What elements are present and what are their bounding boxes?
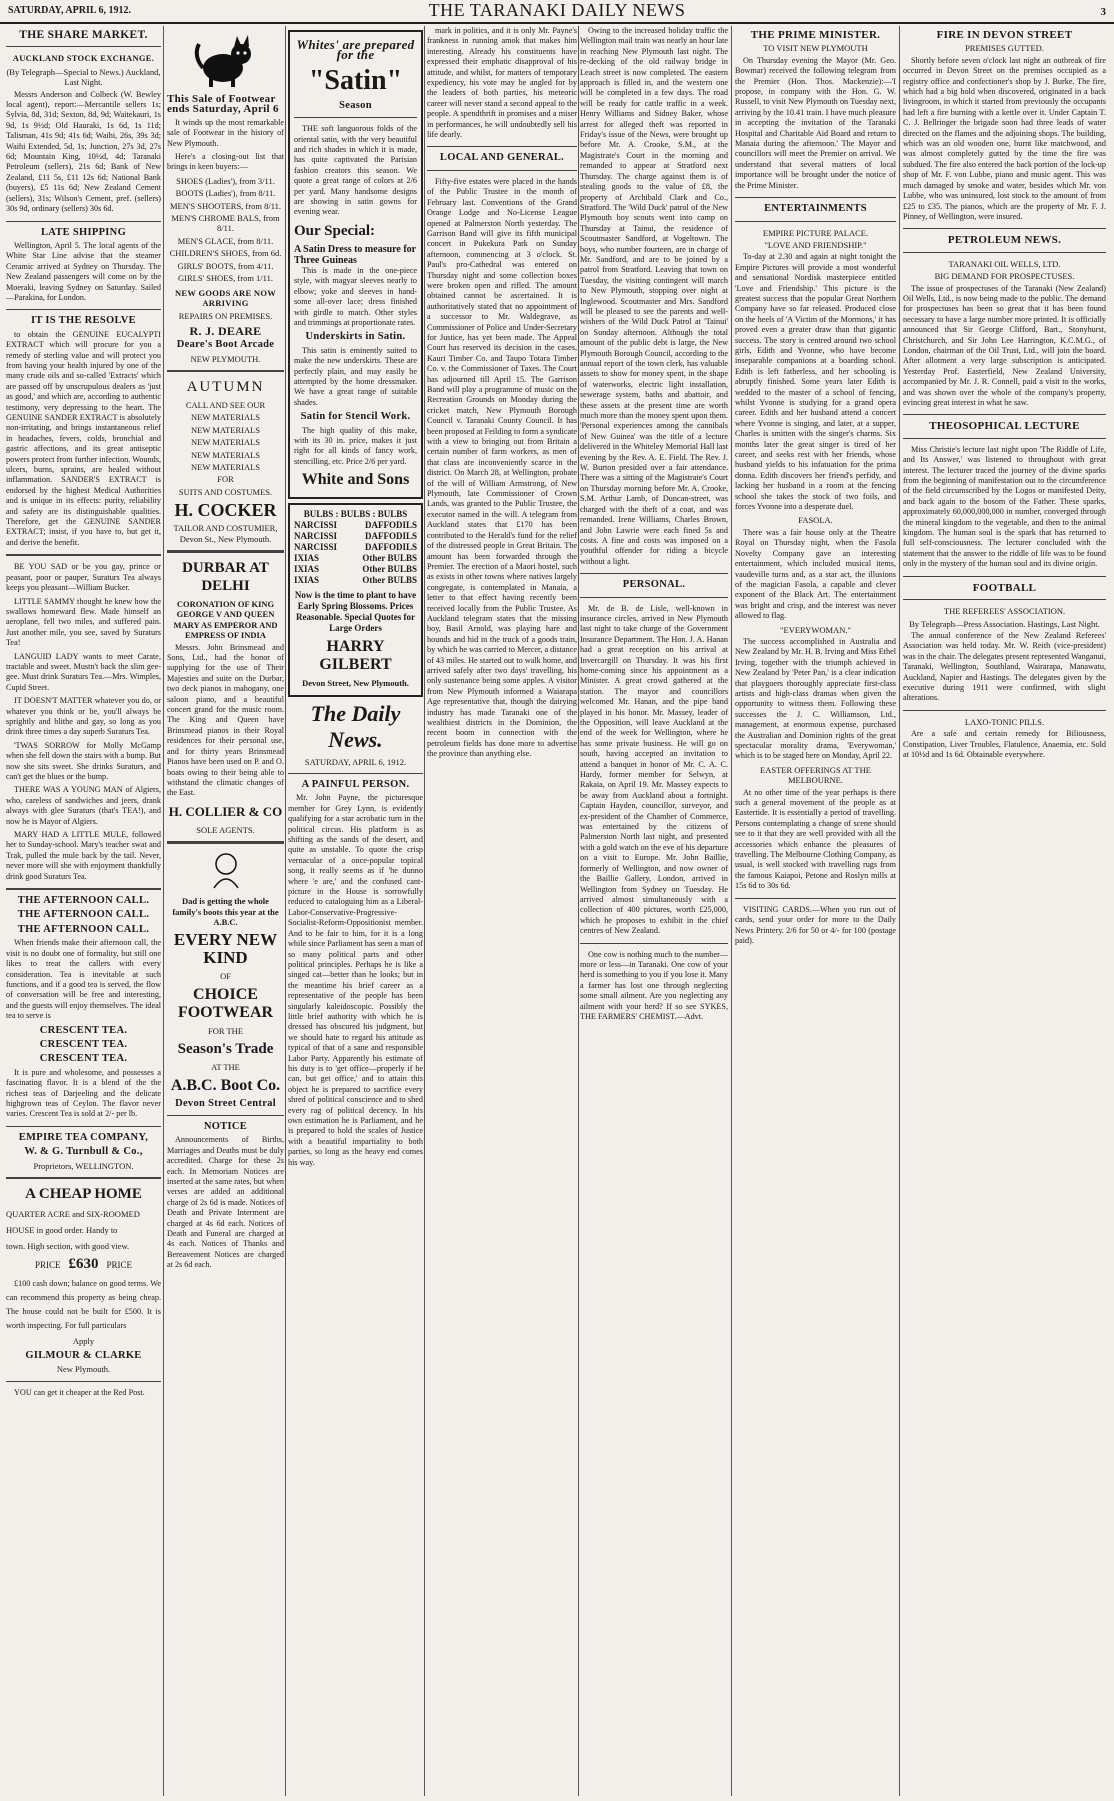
white-and-sons: White and Sons — [301, 471, 410, 489]
prime-minister-sub: TO VISIT NEW PLYMOUTH — [763, 43, 868, 54]
bulbs-row — [294, 542, 417, 553]
personal-text: Mr. de B. de Lisle, well-known in insurance circles, arrived in New Plymouth last night to take charge of the Government Insurance Department. The Hon. J. A. Hanan had a great reception on his arrival at Invercargill on Thursday. It was his first home-coming since his appointment as a Minister. A great crowd gathered at the station. The mayor and councillors welcomed Mr. Hanan, and the pipe band played in his honor. Mr. Massey, leader of the Opposition, will leave Auckland at the end of the week for Wellington, where he has some private business. He will go on south, having accepted an invitation to attend a banquet in honor of Mr. C. A. C. Hardy, former member for Selwyn, at Rakaia, on April 19. Mr. Massey expects to be away from Auckland about a fortnight. Captain Hayden, councillor, surveyor, and ex-president of the Chamber of Commerce, was entertained by the citizens of Palmerston North last night, and presented with a gold watch on the eve of his departure on a visit to Europe. Mr. John Baillie, formerly of Wellington, and now owner of the Baillie Gallery, London, arrived in Wellington from Sydney on Tuesday. He arrived almost simultaneously with a collection of 400 pictures, worth £25,000, which he proposes to exhibit in the chief centres of New Zealand. — [580, 603, 728, 936]
underskirts-title: Underskirts in Satin. — [305, 331, 406, 343]
narcissi-label: NARCISSI — [294, 542, 338, 553]
fasola-title: FASOLA. — [798, 515, 833, 526]
masthead — [0, 0, 1114, 24]
column-4 — [427, 26, 577, 1796]
apply-label: Apply — [72, 1336, 95, 1347]
price-value: £630 — [68, 1256, 99, 1272]
home-line: QUARTER ACRE and SIX-ROOMED — [6, 1209, 140, 1219]
material-item: NEW MATERIALS — [190, 449, 261, 460]
editorial-continued: mark in politics, and it is only Mr. Payne's frankness in running amok that makes him interesting. Already his constituents have expressed their emphatic disapproval of his attitude, and whilst, for matters of temporary expediency, his vote may be angled for by the leaders of both parties, his meteoric career will never stand a second appeal to the people. A spendthrift in promises and a miser in performances, he will undoubtedly sell his life dearly. — [427, 26, 577, 140]
other-bulbs-label: Other BULBS — [362, 575, 417, 586]
sander-text: to obtain the GENUINE EUCALYPTI EXTRACT which will procure for you a remedy of sterling value and will protect you from having your health injured by one of the many crude oils and so-called 'Extracts' which are passed off by unscrupulous dealers as 'just as good,' and which are, according to authentic testimony, very depressing to the heart. The GENUINE SANDER EXTRACT is absolutely non-irritating, and brings instantaneous relief in headaches, fevers, colds, bronchial and gastric affections, and its great antiseptic powers protect from further infection. Wounds, ulcers, burns, sprains, are healed without inflammation. SANDER'S EXTRACT is endorsed by the highest Medical Authorities and is unique in its effects: purity, reliability and safety are its distinguishable qualities. Therefore, get the GENUINE SANDER EXTRACT; insist, if you have to, but get it, and derive the benefit. — [6, 329, 161, 547]
bulbs-row — [294, 575, 417, 586]
every-new-kind: EVERY NEW KIND — [173, 930, 278, 968]
masthead-date: SATURDAY, APRIL 6, 1912. — [8, 5, 131, 16]
bargains-intro: Here's a closing-out list that brings in keen buyers:— — [167, 152, 284, 172]
red-post-footer: YOU can get it cheaper at the Red Post. — [14, 1387, 145, 1397]
for-the: FOR THE — [207, 1025, 244, 1036]
crescent-text: It is pure and wholesome, and possesses a fascinating flavor. It is a blend of the the richest teas of Darjeeling and the delicate highgrown teas of Ceylon. The flavor never varies. Crescent Tea is sold at 2/- per lb. — [6, 1067, 161, 1119]
other-bulbs-label: Other BULBS — [362, 564, 417, 575]
empire-palace: EMPIRE PICTURE PALACE. — [762, 227, 869, 238]
afternoon-call-text: When friends make their afternoon call, the visit is no doubt one of formality, but still one likes to treat the callers with every consideration. Tea is inevitable at such functions, and if a good tea is served, the flow of conversation will be free and interesting, and the guests will enjoy themselves. The ideal tea to serve is — [6, 938, 161, 1021]
everywoman-text: The success accomplished in Australia and New Zealand by Mr. H. B. Irving and Miss Ethel Irving, together with the triumph achieved in New Zealand by 'Peter Pan,' is a clear indication that playgoers thoroughly appreciate first-class artists and high-class dramas when given the opportunity to witness them. Following these successes the J. C. Williamson, Ltd., management, at enormous expense, purchased the Australian and Dominion rights of the great spectacular morality drama, 'Everywoman,' which is to be staged here on Monday, April 22. — [735, 636, 896, 761]
petroleum-sub: TARANAKI OIL WELLS, LTD. — [948, 258, 1061, 269]
narcissi-label: NARCISSI — [294, 520, 338, 531]
deare-location: NEW PLYMOUTH. — [190, 353, 261, 364]
stencil-text: The high quality of this make, with its 30 in. price, makes it just right for all kinds of fancy work, stencilling, etc. Price 2/6 per yard. — [294, 425, 417, 466]
auckland-sub: (By Telegraph—Special to News.) Auckland, Last Night. — [6, 66, 161, 88]
crescent-tea: CRESCENT TEA. — [39, 1024, 128, 1036]
bargain-item: GIRLS' SHOES, from 1/11. — [178, 273, 273, 284]
petroleum-title: PETROLEUM NEWS. — [947, 234, 1062, 247]
column-divider — [163, 26, 164, 1796]
share-market-title: THE SHARE MARKET. — [19, 29, 148, 41]
column-5 — [580, 26, 728, 1796]
devon-central: Devon Street Central — [175, 1097, 276, 1109]
crescent-tea: CRESCENT TEA. — [39, 1038, 128, 1050]
shipping-title: LATE SHIPPING — [40, 226, 127, 238]
column-6 — [735, 26, 896, 1796]
for-label: FOR — [217, 474, 234, 485]
easter-text: At no other time of the year perhaps is there such a general movement of the people as at Eastertide. It is essentially a period of travelling. Persons contemplating a change of scene should see to it that they are well provided with all the accessories which enhance the pleasures of travelling. The Melbourne Clothing Company, as usual, is well stocked with travelling rugs from the famous Kaiapoi, Petone and Roslyn mills at 15s 6d to 30s 6d. — [735, 787, 896, 891]
satin-dress: A Satin Dress to measure for Three Guineas — [294, 243, 416, 266]
season-trade: Season's Trade — [177, 1041, 274, 1058]
price-label: PRICE — [34, 1260, 61, 1270]
masthead-title: THE TARANAKI DAILY NEWS — [428, 0, 686, 20]
prime-minister-text: On Thursday evening the Mayor (Mr. Geo. Bowmar) received the following telegram from the Premier (Hon. Thos. Mackenzie):—'I propose, in company with the Hon. G. W. Russell, to visit New Plymouth on Tuesday next, arriving by the 10.41 train. I have much pleasure in accepting the invitation of the Taranaki Hospital and Charitable Aid Board and return to Manaia during the afternoon.' The Mayor and councillors will meet the Premier on arrival. We understand that several matters of local importance will be brought under the notice of the Prime Minister. — [735, 55, 896, 190]
bulbs-row — [294, 531, 417, 542]
bulbs-ad — [288, 503, 423, 696]
call-and-see: CALL AND SEE OUR — [185, 399, 266, 410]
referees-sub: By Telegraph—Press Association. Hastings, Last Night. — [909, 618, 1100, 629]
theosophical-text: Miss Christie's lecture last night upon 'The Riddle of Life, and Its Answer,' was listened to throughout with great interest. The lecturer traced the journey of the divine sparks from the beginning of manifestation out to the circumference of the field circumscribed by the Logos or manifested Deity, and back again to the bosom of the Father. These sparks, approximately 60,000,000,000 in number, converged through the mineral kingdom to the vegetable, and then to the animal kingdom. The human soul is the spark that has returned to full self-consciousness. The lecturer concluded with the statement that the answer to the riddle of life was to be found only in the mystery of the human soul and its divine origin. — [903, 444, 1106, 569]
price-label: PRICE — [106, 1260, 133, 1270]
daily-news-title: The Daily News. — [310, 700, 401, 752]
fasola-text: There was a fair house only at the Theatre Royal on Thursday night, when the Fasola Novelty Company gave an interesting entertainment, which included musical items, vaudeville turns and, as a star act, the illusions of the magician Fasola, a capable and clever exponent of the Black Art. The entertainment was bright and crisp, and the interest was never allowed to flag. — [735, 527, 896, 621]
repairs: REPAIRS ON PREMISES. — [178, 311, 273, 322]
football-title: FOOTBALL — [972, 581, 1037, 594]
bulbs-header: BULBS : BULBS : BULBS — [303, 509, 408, 520]
baby-figure-icon — [206, 850, 246, 890]
bulbs-row — [294, 520, 417, 531]
sander-title: IT IS THE RESOLVE — [30, 315, 136, 327]
material-item: NEW MATERIALS — [190, 437, 261, 448]
ixias-label: IXIAS — [294, 553, 320, 564]
column-divider — [285, 26, 286, 1796]
bargain-item: SHOES (Ladies'), from 3/11. — [176, 175, 275, 186]
home-more: £100 cash down; balance on good terms. We can recommend this property as being cheap. The house could not be built for £500. It is worth inspecting. For full particulars — [6, 1279, 161, 1331]
cheap-home-title: A CHEAP HOME — [25, 1186, 142, 1202]
harry-gilbert: HARRY GILBERT — [319, 638, 392, 674]
sale-text: It winds up the most remarkable sale of Footwear in the history of New Plymouth. — [167, 117, 284, 148]
column-7 — [903, 26, 1106, 1796]
season-label: Season — [339, 99, 372, 111]
sale-title: This Sale of Footwear ends Saturday, April 6 — [167, 93, 279, 116]
column-divider — [578, 26, 579, 1796]
gilmour-clarke: GILMOUR & CLARKE — [25, 1349, 142, 1361]
local-general-title: LOCAL AND GENERAL. — [439, 152, 565, 164]
daffodils-label: DAFFODILS — [364, 531, 417, 542]
material-item: NEW MATERIALS — [190, 412, 261, 423]
bargain-item: MEN'S SHOOTERS, from 8/11. — [169, 200, 281, 211]
daffodils-label: DAFFODILS — [364, 520, 417, 531]
entertainments-title: ENTERTAINMENTS — [764, 203, 867, 215]
sole-agents: SOLE AGENTS. — [196, 824, 255, 835]
deare-arcade: Deare's Boot Arcade — [176, 339, 275, 351]
autumn-title: AUTUMN — [186, 378, 265, 395]
column-1 — [6, 26, 161, 1796]
stencil-title: Satin for Stencil Work. — [300, 411, 411, 423]
laxo-text: Are a safe and certain remedy for Biliousness, Constipation, Liver Troubles, Flatulence, Anaemia, etc. Sold at 10½d and 1s 6d. Obtainable everywhere. — [903, 729, 1106, 759]
home-line: HOUSE in good order. Handy to — [6, 1225, 118, 1235]
column-divider — [731, 26, 732, 1796]
satin-text: THE soft languorous folds of the oriental satin, with the very beautiful and rich shades in which it is made, has quite captivated the Parisian fashion creators this season. We quote a great range of colors at 2/6 per yard. Many handsome designs are showing in satin gowns for evening wear. — [294, 124, 417, 217]
bulbs-note: Now is the time to plant to have Early Spring Blossoms. Prices Reasonable. Special Quotes for Large Orders — [294, 590, 417, 634]
empire-text: To-day at 2.30 and again at night tonight the Empire Pictures will provide a most wonderful and sensational Nordisk masterpiece entitled 'Love and Friendship.' This picture is the greatest success that the popular Great Northern Company have so far released. Produced close on the heels of 'A Victim of the Mormons,' it has proved even a greater draw than that gigantic success. The story is centred around two school girls, Edith and Yvonne, who have become inseparable companions at a boarding school. Edith is left fatherless, and her schooling is abruptly finished. Some years later Edith is wedded to the master of a school of fencing, whilst Yvonne is studying for a grand opera career. Edith and her husband attend a concert where Yvonne is singing, and later, at a supper, Charles is smitten with the singer's charms. Six months later the great singer is tired of her career, and seeks rest with her friends, whose husband yields to his infatuation for the prima donna. Edith discovers her friend's perfidy, and lacking her husband in a room at the fencing school she takes the stock of two foils, and forces Yvonne into a desperate duel. — [735, 252, 896, 512]
daily-news-date: SATURDAY, APRIL 6, 1912. — [304, 756, 407, 767]
masthead-page: 3 — [1100, 6, 1106, 18]
of-label: OF — [220, 971, 231, 982]
empire-tea-title: EMPIRE TEA COMPANY, — [18, 1131, 149, 1143]
painful-person-title: A PAINFUL PERSON. — [301, 779, 410, 790]
auckland-title: AUCKLAND STOCK EXCHANGE. — [12, 53, 155, 64]
satin-title: "Satin" — [308, 64, 403, 96]
home-line: town. High section, with good view. — [6, 1241, 130, 1251]
other-bulbs-label: Other BULBS — [362, 553, 417, 564]
underskirts-text: This satin is eminently suited to make the new underskirts. These are perfectly plain, and may easily be attempted by the home dressmaker. We have a great range of suitable shades. — [294, 345, 417, 407]
bargain-item: MEN'S GLACE, from 8/11. — [177, 235, 274, 246]
rhyme-item: IT DOESN'T MATTER whatever you do, or whatever you think or be, you'll always be sprightly and blithe and gay, so long as you drink three times a day superb Suraturs Tea. — [6, 696, 161, 737]
durbar-title: DURBAR AT DELHI — [182, 560, 269, 594]
visiting-cards: VISITING CARDS.—When you run out of cards, send your order for more to the Daily News Printery. 2/6 for 50 or 4/- for 100 (postage paid). — [735, 904, 896, 945]
referees-text: The annual conference of the New Zealand Referees' Association was held today. Mr. W. Reith (vice-president) was in the chair. The delegates present represented Wanganui, Taranaki, Wellington, Southland, Wairarapa, Manawatu, Auckland, Napier and Hastings. The delegates given by the executive during 1911 were confirmed, with slight alterations. — [903, 630, 1106, 703]
notice-text: Announcements of Births, Marriages and Deaths must be duly accredited. Charge for these 2s each. In Memoriam Notices are inserted at the same rates, but when verses are added an additional charge of 2s 6d is made. Notices of Death and Private Interment are charged at 4s 6d each. Notices of Death and Funeral are charged at 4s each. Notices of Thanks and Bereavement Notices are charged at 2s 6d each. — [167, 1135, 284, 1270]
prime-minister-title: THE PRIME MINISTER. — [750, 29, 881, 41]
rhyme-item: MARY HAD A LITTLE MULE, followed her to Sunday-school. Mary's teacher swat and Trak, pulled the mule back by the tail. Never, never more will she with enjoyment thankfully drink good Suraturs Tea. — [6, 830, 161, 881]
cocker-name: H. COCKER — [174, 500, 277, 521]
cocker-sub: TAILOR AND COSTUMIER, Devon St., New Plymouth. — [173, 523, 278, 544]
fire-sub: PREMISES GUTTED. — [965, 43, 1044, 54]
ixias-label: IXIAS — [294, 564, 320, 575]
love-friendship: "LOVE AND FRIENDSHIP." — [764, 239, 867, 250]
column-3 — [288, 26, 423, 1796]
easter-title: EASTER OFFERINGS AT THE MELBOURNE. — [760, 764, 871, 786]
rhyme-item: THERE WAS A YOUNG MAN of Algiers, who, careless of sandwiches and jeers, drank always with glee Suraturs (that's TEA!), and now he is Mayor of Algiers. — [6, 785, 161, 826]
petroleum-sub2: BIG DEMAND FOR PROSPECTUSES. — [934, 271, 1075, 282]
rhyme-item: LANGUID LADY wants to meet Carate, tractable and sweet. Mustn't back the slim gee-gee. Must drink Suraturs Tea.—Mrs. Wimples, Cupid Street. — [6, 651, 161, 692]
cow-advert: One cow is nothing much to the number—more or less—in Taranaki. One cow of your herd is something to you if you lose it. Many a farmer has lost one through neglecting some small ailment. Are you neglecting any ailment with your herd? If so see SYKES, THE FARMERS' CHEMIST.—Advt. — [580, 949, 728, 1021]
local-general-text: Fifty-five estates were placed in the hands of the Public Trustee in the month of February last. Conventions of the Grand Orange Lodge and No-License League opened at Palmerston North yesterday. The Garrison Band will give its fifth municipal concert in Pukekura Park on Sunday afternoon, commencing at 3 o'clock. St. Paul's pro-Cathedral was entered on Thursday night and some collection boxes were broken open and rifled. The amount obtained cannot be ascertained. It is authoritatively stated that no appointment of a successor to Mr. Waldegrave, as Commissioner of Police and Under-Secretary for Justice, has yet been made. The Appeal Court has reserved its decision in the cases, Kauri Timber Co. and Taupo Totara Timber Co. v. the Commissioner of Taxes. The Court has adjourned till April 15. The Garrison Band will play a programme of music on the Recreation Grounds on Monday during the cricket match, New Plymouth Borough Council v. Taranaki County Council. It has been proposed at Feilding to form a syndicate with a view to bringing out from Britain a certain number of farm workers, as men of that class are inconveniently scarce in the district. On March 28, at Wellington, probate of the will of William Armstrong, of New Plymouth, late Commissioner of Crown Lands, was granted to the Public Trustee, the executor named in the will. A telegram from Auckland states that £170 has been contributed to the Herald's fund for the relief of the distressed people in Great Britain. The amount has been forwarded through the Premier. The erection of a Maori hostel, such as exists in other towns where natives largely congregate, is contemplated in Manaia, a letter to that effect having recently been received locally from the Public Trustee. As Auckland telegram states that the missing boy, Basil Arnold, was playing hare and hounds and hid in the truck of a goods train, by which he was carried to Mercer, a distance of 43 miles. He started out to walk home, and arrived safely after two days' travelling, his only sustenance being some apples. A visitor from New Plymouth informed a Waiarapa Age representative that, though the dairying industry has made Taranaki one of the wealthiest districts in the Dominion, the recent boom in connection with the petroleum fields has done more to advertise the province than anything else. — [427, 176, 577, 759]
collier-name: H. COLLIER & CO — [168, 803, 283, 819]
ixias-label: IXIAS — [294, 575, 320, 586]
choice-footwear: CHOICE FOOTWEAR — [177, 985, 274, 1021]
local-continued: Owing to the increased holiday traffic the Wellington mail train was nearly an hour late in reaching New Plymouth last night. The re-decking of the old railway bridge in Leach street is now completed. The eastern approach is filled in, and the western one will be completed in a few days. The road will be ready for cattle traffic in a week. Henry Williams and Sidney Baker, whose arrest for alleged theft was reported in Friday's issue of the News, were brought up before Mr. A. Crooke, S.M., at the Magistrate's Court in the morning and remanded to appear at Stratford next Thursday. The charge against them is of stealing goods to the value of £8, the property of Archibald Clark and Co., Stratford. The 'Wild Duck' patrol of the New Plymouth boy scouts went into camp on Thursday at Tainui, the residence of Scoutmaster Sandford, at Vogeltown. The boys, who number fourteen, are in charge of Mr. Sandford, and are to be joined by a patrol from Stratford. Leaving that town on Tuesday, the visiting contingent will march to New Plymouth, stopping over night at Inglewood. Scoutmaster and Mrs. Sandford will be pleased to see the parents and well-wishers of the Wild Duck Patrol at 'Tainui' on Sunday afternoon. Although the total amount of the public debt is large, the New Plymouth Borough Council, according to the annual report of the town clerk, has valuable assets to show for money spent, in the shape of waterworks, electric light installation, sewerage system, baths and abattoir, and these assets at the present time are worth much more than the money spent upon them. 'Personal experiences among the cannibals of New Guinea' was the title of a lecture delivered in the Whiteley Memorial Hall last evening by the Rev. A. E. Field. The Rev. J. W. Burton presided over a fair attendance. There was a sitting of the Magistrate's Court on Thursday morning before Mr. A. Crooke, S.M. Arthur Lamb, of Duncan-street, was charged with the theft of a coat, and was remanded. Irene Williams, Charles Brown, and John Lawrie were each fined 5s and costs. A fine and costs was imposed on a youthful offender for riding a bicycle without a light. — [580, 26, 728, 566]
petroleum-text: The issue of prospectuses of the Taranaki (New Zealand) Oil Wells, Ltd., is now being made to the public. The demand for prospectuses has been so great that it has been found necessary to have a large number more printed. It is officially announced that Sir George Clifford, Bart., Stonyhurst, Christchurch, and Sir John Lee Harrington, K.C.M.G., of London, chairman of the Oil Trust, Ltd., will join the board. After allotment a very large subscription is anticipated. Yesterday Prof. Easterfield, New Zealand University, accompanied by Mr. J. R. Connell, paid a visit to the works, and was shown over the whole of the company's property, evincing great interest in what he saw. — [903, 283, 1106, 407]
rhyme-item: 'TWAS SORROW for Molly McGamp when she fell down the stairs with a bump. But now she sits sweet. She drinks Suraturs, and can't get the blues or the bump. — [6, 740, 161, 781]
gilbert-sub: Devon Street, New Plymouth. — [302, 678, 409, 689]
satin-dress-text: This is made in the one-piece style, with magyar sleeves nearly to elbow; yoke and sleeves in hand-some all-over lace; dress finished with girdle to match. Other styles and trimmings at proportionate rates. — [294, 265, 417, 327]
new-goods: NEW GOODS ARE NOW ARRIVING — [174, 287, 277, 308]
afternoon-call-title: THE AFTERNOON CALL. — [17, 909, 150, 921]
fire-text: Shortly before seven o'clock last night an outbreak of fire occurred in Devon Street on the premises occupied as a registry office and confectioner's shop by J. Burke. The fire, which had a big hold when discovered, originated in a back livingroom, in which it started from previously the occupants had left a fire burning with a kettle over it. Under Captain T. C. J. Bellringer the brigade soon had three leads of water directed on the flames and the adjoining shops. The building, which was an old wooden one, burnt like matchwood, and was almost completely gutted by the time the fire was subdued. The fire also entered the back portion of the lock-up shop of Mr. F. von Lubbe, piano and music agent. This was much damaged by smoke and water, besides which Mr. von Lubbe, who was uninsured, lost stock to the amount of from £25 to £35. The pianos, which are the property of Mr. F. J. Pinney, of Wellington, were insured. — [903, 55, 1106, 221]
referees-title: THE REFEREES' ASSOCIATION. — [943, 606, 1066, 617]
whites-ad — [288, 30, 423, 499]
afternoon-call-title: THE AFTERNOON CALL. — [17, 895, 150, 907]
rhyme-item: BE YOU SAD or be you gay, prince or peasant, poor or pauper, Suraturs Tea always keeps you pleasant—William Bucker. — [6, 562, 161, 593]
coronation-text: CORONATION OF KING GEORGE V AND QUEEN MARY AS EMPEROR AND EMPRESS OF INDIA — [173, 599, 278, 641]
column-divider — [899, 26, 900, 1796]
our-special: Our Special: — [294, 222, 375, 239]
bulbs-row — [294, 564, 417, 575]
durbar-text: Messrs. John Brinsmead and Sons, Ltd., had the honor of supplying for the use of Their Majesties and suite on the Durbar, two deck pianos in mahogany, one saloon piano, and a beautiful concert grand for the music room. The King and Queen have Brinsmead pianos in their Royal residences for their personal use, and for thirty years Brinsmead Pianos have been used on P. and O. boats owing to their being able to withstand the climatic changes of the East. — [167, 642, 284, 798]
fire-title: FIRE IN DEVON STREET — [936, 29, 1073, 41]
bargain-item: GIRLS' BOOTS, from 4/11. — [177, 260, 274, 271]
suits-label: SUITS AND COSTUMES. — [178, 486, 273, 497]
abc-caption: Dad is getting the whole family's boots this year at the A.B.C. — [172, 896, 279, 927]
rhyme-item: LITTLE SAMMY thought he knew how the swallows homeward flew. Made himself an aeroplane, fell two miles, and suffered pain. Just another mile, you see, saved by Suraturs Tea! — [6, 596, 161, 648]
laxo-title: LAXO-TONIC PILLS. — [964, 716, 1045, 727]
at-the: AT THE — [211, 1062, 240, 1073]
gilmour-sub: New Plymouth. — [56, 1364, 111, 1375]
editorial-text: Mr. John Payne, the picturesque member for Grey Lynn, is evidently qualifying for a star acrobatic turn in the political circus. His platform is as shifting as the sands of the desert, and quite as unstable. To quote the crisp vernacular of a once-popular topical song, it really seems as if 'he dunno where 'e are,' and the confused cant-picture in the House is sorrowfully reduced to cataloguing him as a Liberal-Labor-Conservative-Progressive-Socialist-Reform-Oppositionist member. And to be fair to him, for it is a long while since Parliament has seen a man of so many political parts and other political principles. Perhaps he is like a singed cat—better than he looks; but in the meantime his brief career as a representative of the people has been singularly kaleidoscopic. Possibly the little brief authority with which he is dressed has obscured his judgment, but we should hate to regard his attitude as typical of that of a sane and responsible Labor Party. Apparently his estimate of his duty is to 'get office—properly if he can, but get office,' and to attain this object he is prepared to sacrifice every shred of political conscience and to shed every rag of political decency. In his own estimation he is Parliament, and he is prepared to hold the scales of Justice with a beautiful impartiality to both parties, so long as the heavy end comes his way. — [288, 793, 423, 1167]
material-item: NEW MATERIALS — [190, 424, 261, 435]
crescent-tea: CRESCENT TEA. — [39, 1053, 128, 1065]
deare-name: R. J. DEARE — [189, 323, 262, 338]
shipping-text: Wellington, April 5. The local agents of the White Star Line advise that the steamer Ceramic arrived at Sydney on Thursday. The New Zealand passengers will come on by the Moeraki, leaving Sydney on Saturday. Sailed—Parakina, for London. — [6, 240, 161, 302]
column-divider — [424, 26, 425, 1796]
black-cat-icon — [191, 32, 261, 88]
bargain-item: MEN'S CHROME BALS, from 8/11. — [171, 213, 280, 234]
daffodils-label: DAFFODILS — [364, 542, 417, 553]
everywoman-title: "EVERYWOMAN." — [780, 624, 851, 635]
turnbull-name: W. & G. Turnbull & Co., — [24, 1146, 143, 1158]
bargain-item: BOOTS (Ladies'), from 8/11. — [175, 188, 276, 199]
material-item: NEW MATERIALS — [190, 461, 261, 472]
afternoon-call-title: THE AFTERNOON CALL. — [17, 923, 150, 935]
theosophical-title: THEOSOPHICAL LECTURE — [929, 420, 1080, 433]
notice-title: NOTICE — [203, 1120, 248, 1132]
personal-title: PERSONAL. — [622, 579, 686, 591]
bulbs-row — [294, 553, 417, 564]
bargain-item: CHILDREN'S SHOES, from 6d. — [169, 248, 282, 259]
price-row — [6, 1256, 161, 1272]
abc-boot-co: A.B.C. Boot Co. — [170, 1076, 281, 1094]
turnbull-sub: Proprietors, WELLINGTON. — [33, 1160, 134, 1171]
column-2 — [167, 26, 284, 1796]
auckland-text: Messrs Anderson and Colbeck (W. Bewley local agent), report:—Mercantile sellers 1s; Sylvia, 8d, 31d; Sexton, 8d, 9d; Waitekauri, 1s 9d, 1s 9½d; Old Hauraki, 1s 6d, 1s 11d; Talisman, 41s 9d; 41s 6d; Waihi, 26s, 39s 3d; Waihi Extended, 5d, 1s; Junction, 27s 3d, 27s 6d; Mountain King, 10½d, 4d; Taranaki Petroleum (sellers), 21s 6d; Bank of New Zealand, £11 5s, £11 12s 6d; National Bank (buyers), £5 11s 6d; New Zealand Cement (sellers), 31s; Wilson's Cement, pref. (sellers) 30s 9d, ordinary (sellers) 30s 6d. — [6, 89, 161, 214]
whites-prepared: Whites' are prepared for the — [296, 37, 415, 63]
narcissi-label: NARCISSI — [294, 531, 338, 542]
